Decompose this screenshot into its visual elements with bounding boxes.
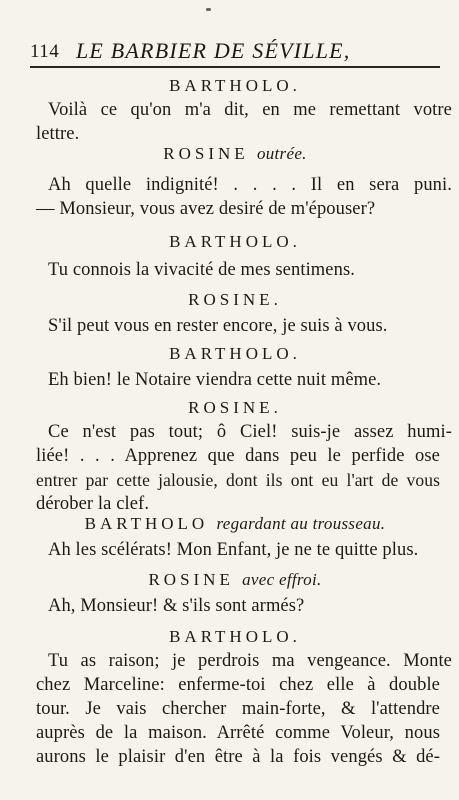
speaker-heading: [30, 570, 440, 590]
speaker-name: BARTHOLO.: [169, 76, 301, 95]
dialogue-line: Tu as raison; je perdrois ma vengeance. Monte: [48, 651, 452, 671]
speaker-name: ROSINE: [148, 570, 234, 589]
dialogue-line: lettre.: [36, 124, 80, 144]
speaker-name: BARTHOLO: [84, 514, 209, 533]
running-title: LE BARBIER DE SÉVILLE,: [76, 38, 351, 63]
page-number: 114: [30, 41, 60, 62]
dialogue-line: Tu connois la vivacité de mes sentimens.: [48, 260, 355, 280]
dialogue-line: Eh bien! le Notaire viendra cette nuit même.: [48, 370, 382, 390]
speaker-name: ROSINE.: [188, 290, 282, 309]
dialogue-line: Ah quelle indignité! . . . . Il en sera puni.: [48, 175, 452, 195]
speaker-heading: [30, 144, 440, 164]
running-header: [30, 36, 440, 68]
speaker-name: ROSINE: [163, 144, 249, 163]
paper-speck: [206, 8, 211, 11]
dialogue-line: auprès de la maison. Arrêté comme Voleur, nous: [36, 723, 440, 743]
dialogue-line: chez Marceline: enferme-toi chez elle à double: [36, 675, 440, 695]
speaker-heading: [30, 398, 440, 418]
dialogue-line: Ah, Monsieur! & s'ils sont armés?: [48, 596, 305, 616]
speaker-name: ROSINE.: [188, 398, 282, 417]
stage-direction: avec effroi.: [242, 570, 322, 589]
speaker-heading: [30, 76, 440, 96]
speaker-heading: [30, 344, 440, 364]
speaker-name: BARTHOLO.: [169, 232, 301, 251]
speaker-heading: [30, 232, 440, 252]
dialogue-line: Voilà ce qu'on m'a dit, en me remettant votre: [48, 100, 452, 120]
speaker-heading: [30, 290, 440, 310]
stage-direction: regardant au trousseau.: [216, 514, 386, 533]
dialogue-line: S'il peut vous en rester encore, je suis à vous.: [48, 316, 388, 336]
dialogue-line: — Monsieur, vous avez desiré de m'épouser?: [36, 199, 376, 219]
dialogue-line: liée! . . . Apprenez que dans peu le perfide ose: [36, 446, 440, 466]
speaker-name: BARTHOLO.: [169, 344, 301, 363]
dialogue-line: Ah les scélérats! Mon Enfant, je ne te quitte plus.: [48, 540, 419, 560]
speaker-name: BARTHOLO.: [169, 627, 301, 646]
dialogue-line: aurons le plaisir d'en être à la fois vengés & dé-: [36, 747, 440, 767]
dialogue-line: tour. Je vais chercher main-forte, & l'attendre: [36, 699, 440, 719]
speaker-heading: [30, 627, 440, 647]
header-rule: [30, 66, 440, 68]
dialogue-line: Ce n'est pas tout; ô Ciel! suis-je assez humi-: [48, 422, 452, 442]
stage-direction: outrée.: [256, 144, 307, 163]
dialogue-line: entrer par cette jalousie, dont ils ont eu l'art de vous: [36, 470, 440, 490]
speaker-heading: [30, 514, 440, 534]
dialogue-line: dérober la clef.: [36, 494, 150, 514]
